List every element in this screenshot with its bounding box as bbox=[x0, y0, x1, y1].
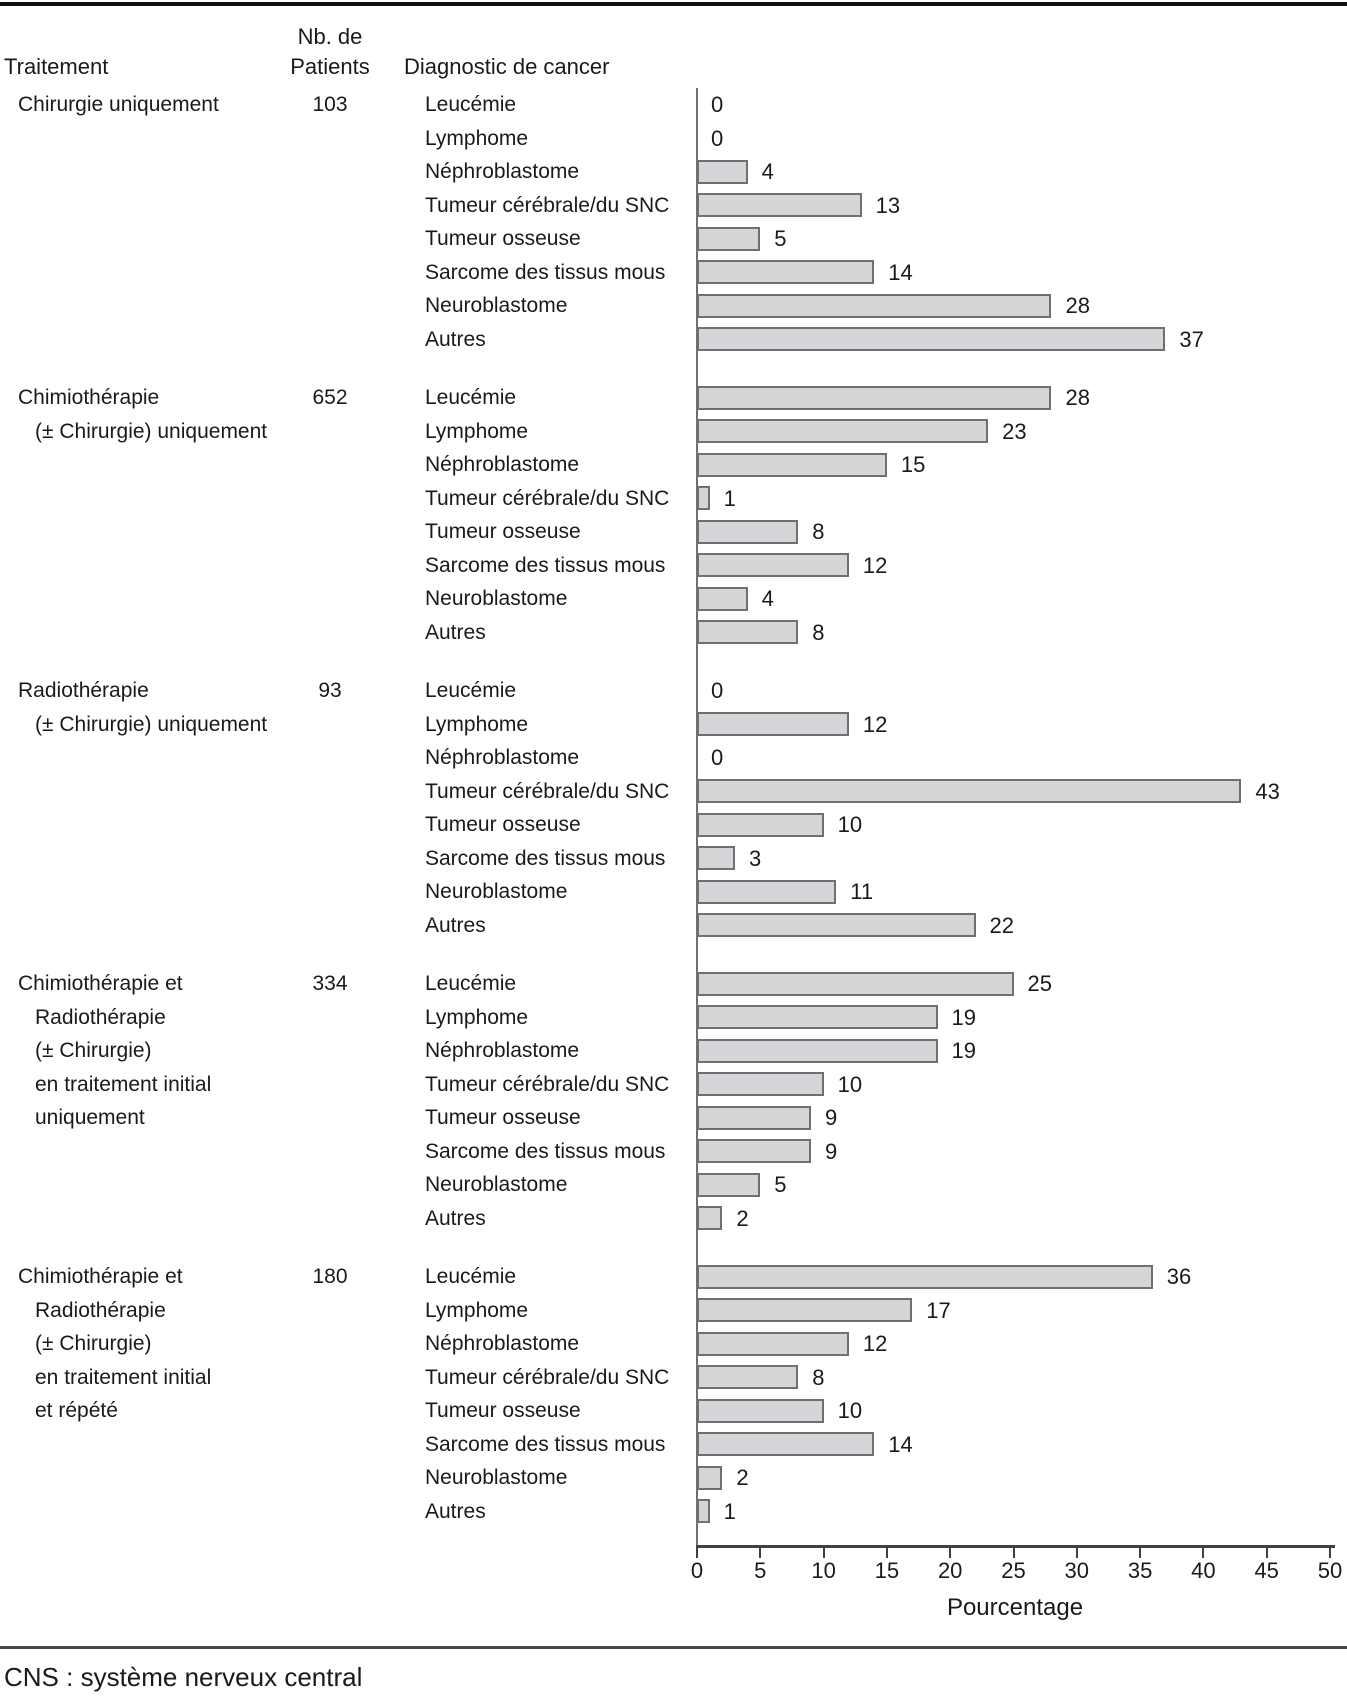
bar-value-label: 9 bbox=[824, 1138, 838, 1164]
x-axis-tick bbox=[1076, 1548, 1078, 1558]
bar bbox=[697, 453, 887, 477]
bar bbox=[697, 1432, 874, 1456]
bar-value-label: 8 bbox=[812, 519, 825, 544]
bar bbox=[697, 486, 710, 510]
treatment-label-group-4 bbox=[18, 967, 211, 1135]
x-axis-tick-label: 40 bbox=[1191, 1558, 1216, 1583]
diagnosis-label: Tumeur cérébrale/du SNC bbox=[425, 1072, 670, 1096]
bar-value-label: 8 bbox=[812, 1364, 825, 1390]
treatment-label-group-5 bbox=[18, 1260, 211, 1428]
bar bbox=[697, 779, 1241, 803]
treatment-label-line: Chimiothérapie et bbox=[18, 1265, 183, 1288]
x-axis-tick-label: 30 bbox=[1064, 1558, 1090, 1583]
bar-value-label: 28 bbox=[1065, 293, 1090, 318]
diagnosis-label: Néphroblastome bbox=[425, 746, 580, 769]
bar-value-label: 14 bbox=[888, 259, 913, 285]
diagnosis-label: Tumeur cérébrale/du SNC bbox=[425, 486, 670, 510]
bar bbox=[697, 1499, 710, 1523]
column-header-patients-line2: Patients bbox=[290, 54, 370, 79]
diagnosis-label: Neuroblastome bbox=[425, 880, 568, 903]
bar-value-label: 2 bbox=[736, 1205, 749, 1231]
treatment-label-line: (± Chirurgie) uniquement bbox=[35, 419, 268, 443]
bar bbox=[697, 846, 735, 870]
x-axis-tick-label: 45 bbox=[1254, 1558, 1279, 1583]
patients-count: 93 bbox=[318, 679, 342, 702]
bar-value-label: 0 bbox=[711, 678, 724, 703]
bar-value-label: 4 bbox=[761, 586, 774, 611]
diagnosis-label: Sarcome des tissus mous bbox=[425, 1432, 666, 1456]
bar-value-label: 1 bbox=[723, 1498, 736, 1524]
diagnosis-label: Lymphome bbox=[425, 1298, 529, 1322]
diagnosis-label: Leucémie bbox=[425, 972, 517, 995]
treatment-label-line: uniquement bbox=[35, 1106, 145, 1129]
bar-value-label: 22 bbox=[989, 912, 1014, 938]
x-axis-tick bbox=[1013, 1548, 1015, 1558]
treatment-label-group-1 bbox=[18, 88, 219, 122]
diagnosis-label: Néphroblastome bbox=[425, 1039, 580, 1062]
x-axis-tick bbox=[1329, 1548, 1331, 1558]
column-header-patients-line1: Nb. de bbox=[297, 24, 363, 49]
bar bbox=[697, 193, 862, 217]
diagnosis-label: Autres bbox=[425, 913, 486, 937]
bar-value-label: 10 bbox=[837, 1398, 863, 1423]
x-axis-tick bbox=[1266, 1548, 1268, 1558]
diagnosis-label: Sarcome des tissus mous bbox=[425, 1139, 666, 1163]
bar bbox=[697, 712, 849, 736]
bar-value-label: 37 bbox=[1179, 326, 1204, 352]
treatment-label-line: (± Chirurgie) bbox=[35, 1039, 152, 1062]
bar bbox=[697, 1173, 760, 1197]
bar-value-label: 0 bbox=[711, 125, 724, 151]
diagnosis-label: Sarcome des tissus mous bbox=[425, 260, 666, 284]
diagnosis-label: Leucémie bbox=[425, 93, 517, 116]
bar-value-label: 23 bbox=[1002, 418, 1027, 444]
x-axis-tick bbox=[696, 1548, 698, 1558]
bar-value-label: 25 bbox=[1027, 971, 1052, 996]
x-axis-tick-label: 35 bbox=[1127, 1558, 1153, 1583]
x-axis-line bbox=[696, 1545, 1335, 1548]
diagnosis-label: Sarcome des tissus mous bbox=[425, 553, 666, 577]
diagnosis-label: Tumeur osseuse bbox=[425, 1399, 581, 1422]
bar bbox=[697, 1139, 811, 1163]
x-axis-tick bbox=[1202, 1548, 1204, 1558]
bar-value-label: 10 bbox=[837, 812, 863, 837]
x-axis-tick bbox=[823, 1548, 825, 1558]
bar bbox=[697, 587, 748, 611]
bar bbox=[697, 520, 798, 544]
bar bbox=[697, 1005, 938, 1029]
bar bbox=[697, 1039, 938, 1063]
bar bbox=[697, 294, 1051, 318]
bar bbox=[697, 1298, 912, 1322]
diagnosis-label: Neuroblastome bbox=[425, 1466, 568, 1489]
bar-value-label: 2 bbox=[736, 1465, 749, 1490]
bar-value-label: 17 bbox=[926, 1297, 951, 1323]
bar-value-label: 28 bbox=[1065, 385, 1090, 410]
bar bbox=[697, 813, 824, 837]
bar bbox=[697, 386, 1051, 410]
diagnosis-label: Tumeur osseuse bbox=[425, 520, 581, 543]
bar-value-label: 5 bbox=[774, 226, 787, 251]
bar bbox=[697, 160, 748, 184]
bar bbox=[697, 1332, 849, 1356]
diagnosis-label: Tumeur cérébrale/du SNC bbox=[425, 193, 670, 217]
bar-value-label: 0 bbox=[711, 745, 724, 770]
bar-value-label: 19 bbox=[951, 1004, 977, 1030]
bar bbox=[697, 620, 798, 644]
treatment-label-line: (± Chirurgie) bbox=[35, 1332, 152, 1355]
bar-value-label: 12 bbox=[862, 552, 888, 578]
x-axis-tick bbox=[1139, 1548, 1141, 1558]
diagnosis-label: Lymphome bbox=[425, 712, 529, 736]
treatment-label-group-2 bbox=[18, 381, 267, 448]
bar bbox=[697, 972, 1014, 996]
diagnosis-label: Tumeur osseuse bbox=[425, 227, 581, 250]
treatment-label-line: Radiothérapie bbox=[35, 1005, 166, 1029]
patients-count: 180 bbox=[312, 1265, 348, 1288]
bar-value-label: 8 bbox=[812, 619, 825, 645]
treatment-label-line: en traitement initial bbox=[35, 1072, 212, 1096]
diagnosis-label: Sarcome des tissus mous bbox=[425, 846, 666, 870]
diagnosis-label: Neuroblastome bbox=[425, 587, 568, 610]
bar bbox=[697, 1072, 824, 1096]
bar bbox=[697, 227, 760, 251]
bar-value-label: 4 bbox=[761, 159, 774, 184]
footnote-divider bbox=[0, 1646, 1347, 1649]
treatment-label-line: (± Chirurgie) uniquement bbox=[35, 712, 268, 736]
diagnosis-label: Néphroblastome bbox=[425, 160, 580, 183]
x-axis-tick bbox=[759, 1548, 761, 1558]
x-axis-tick-label: 5 bbox=[754, 1558, 767, 1583]
bar-value-label: 15 bbox=[900, 452, 926, 477]
bar bbox=[697, 1265, 1153, 1289]
diagnosis-label: Neuroblastome bbox=[425, 294, 568, 317]
diagnosis-label: Autres bbox=[425, 327, 486, 351]
footnote: CNS : système nerveux central bbox=[4, 1662, 363, 1692]
patients-count: 103 bbox=[312, 93, 348, 116]
top-divider bbox=[0, 2, 1347, 6]
bar-value-label: 14 bbox=[888, 1431, 913, 1457]
bar-value-label: 13 bbox=[875, 192, 901, 218]
bar bbox=[697, 327, 1165, 351]
x-axis-tick-label: 20 bbox=[937, 1558, 963, 1583]
x-axis-tick-label: 25 bbox=[1001, 1558, 1026, 1583]
bar bbox=[697, 1466, 722, 1490]
bar bbox=[697, 419, 988, 443]
x-axis-tick-label: 15 bbox=[874, 1558, 900, 1583]
treatment-label-line: Chimiothérapie bbox=[18, 386, 160, 409]
diagnosis-label: Tumeur cérébrale/du SNC bbox=[425, 1365, 670, 1389]
diagnosis-label: Néphroblastome bbox=[425, 1332, 580, 1355]
x-axis-title: Pourcentage bbox=[946, 1594, 1084, 1621]
diagnosis-label: Neuroblastome bbox=[425, 1173, 568, 1196]
bar-value-label: 36 bbox=[1166, 1264, 1192, 1289]
bar-value-label: 0 bbox=[711, 92, 724, 117]
bar-value-label: 1 bbox=[723, 485, 736, 511]
diagnosis-label: Autres bbox=[425, 620, 486, 644]
diagnosis-label: Leucémie bbox=[425, 1265, 517, 1288]
bar bbox=[697, 260, 874, 284]
bar bbox=[697, 880, 836, 904]
column-header-treatment: Traitement bbox=[4, 54, 109, 79]
bar bbox=[697, 1206, 722, 1230]
x-axis-tick bbox=[949, 1548, 951, 1558]
x-axis-tick bbox=[886, 1548, 888, 1558]
bar-value-label: 9 bbox=[824, 1105, 838, 1130]
patients-count: 652 bbox=[312, 386, 348, 409]
bar-value-label: 19 bbox=[951, 1038, 977, 1063]
diagnosis-label: Néphroblastome bbox=[425, 453, 580, 476]
treatment-label-group-3 bbox=[18, 674, 267, 741]
bar-value-label: 12 bbox=[862, 711, 888, 737]
diagnosis-label: Leucémie bbox=[425, 679, 517, 702]
treatment-label-line: en traitement initial bbox=[35, 1365, 212, 1389]
diagnosis-label: Tumeur osseuse bbox=[425, 1106, 581, 1129]
diagnosis-label: Tumeur cérébrale/du SNC bbox=[425, 779, 670, 803]
treatment-label-line: Radiothérapie bbox=[35, 1298, 166, 1322]
bar-value-label: 5 bbox=[774, 1172, 787, 1197]
treatment-label-line: et répété bbox=[35, 1399, 118, 1422]
diagnosis-label: Lymphome bbox=[425, 1005, 529, 1029]
bar-value-label: 3 bbox=[748, 845, 762, 871]
diagnosis-label: Leucémie bbox=[425, 386, 517, 409]
x-axis-tick-label: 10 bbox=[811, 1558, 836, 1583]
diagnosis-label: Lymphome bbox=[425, 126, 529, 150]
bar bbox=[697, 1106, 811, 1130]
diagnosis-label: Tumeur osseuse bbox=[425, 813, 581, 836]
bar bbox=[697, 913, 976, 937]
bar bbox=[697, 553, 849, 577]
bar-value-label: 10 bbox=[837, 1071, 863, 1097]
patients-count: 334 bbox=[312, 972, 348, 995]
bar bbox=[697, 1365, 798, 1389]
column-header-diagnosis: Diagnostic de cancer bbox=[404, 54, 610, 79]
diagnosis-label: Lymphome bbox=[425, 419, 529, 443]
diagnosis-label: Autres bbox=[425, 1206, 486, 1230]
treatment-label-line: Radiothérapie bbox=[18, 679, 149, 702]
bar-value-label: 11 bbox=[850, 879, 874, 904]
bar bbox=[697, 1399, 824, 1423]
diagnosis-label: Autres bbox=[425, 1499, 486, 1523]
treatment-label-line: Chimiothérapie et bbox=[18, 972, 183, 995]
x-axis-tick-label: 0 bbox=[690, 1558, 704, 1583]
treatment-label-line: Chirurgie uniquement bbox=[18, 93, 219, 116]
x-axis-tick-label: 50 bbox=[1317, 1558, 1343, 1583]
bar-value-label: 12 bbox=[862, 1331, 888, 1356]
bar-value-label: 43 bbox=[1255, 778, 1280, 804]
